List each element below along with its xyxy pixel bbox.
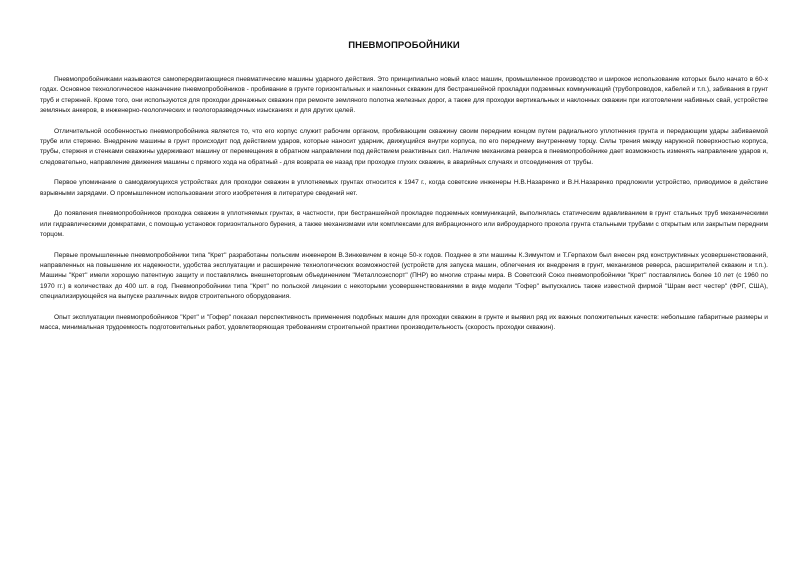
document-title: ПНЕВМОПРОБОЙНИКИ [348,40,460,51]
paragraph-before-pneumatic: До появления пневмопробойников проходка скважин в уплотняемых грунтах, в частности, при бестраншейной прокладке подземных коммуникаций, выполнялась статическим вдавливанием в грунт стальных труб механическими или гидравлическими домкратами, с помощью установок горизонтального бурения, а также механизмами или комплексами для вибрационного или виброударного прокола грунта стальными трубами с открытым или закрытым передним торцом. [40,210,768,239]
paragraph-experience: Опыт эксплуатации пневмопробойников "Крет" и "Гофер" показал перспективность применения подобных машин для проходки скважин в грунте и выявил ряд их важных положительных качеств: небольшие габаритные размеры и масса, минимальная трудоемкость подготовительных работ, удовлетворяющая требованиям строительной практики производительность (скорость проходки скважин). [40,313,768,332]
paragraph-first-mention: Первое упоминание о самодвижущихся устройствах для проходки скважин в уплотняемых грунтах относится к 1947 г., когда советские инженеры Н.В.Назаренко и В.Н.Назаренко предложили устройство, приводимое в действие взрывными зарядами. О промышленном использовании этого изобретения в литературе сведений нет. [40,179,768,197]
paragraph-first-industrial: Первые промышленные пневмопробойники типа "Крет" разработаны польским инженером В.Зинкевичем в конце 50-х годов. Позднее в эти машины К.Зимунтом и Т.Герпахом был внесен ряд конструктивных усовершенствований, направленных на повышение их надежности, удобства эксплуатации и расширение технологических возможностей (устройств для запуска машин, облегчения их внедрения в грунт, механизмов реверса, расширителей скважин и т.п.). Машины "Крет" имели хорошую патентную защиту и поставлялись внешнеторговым объединением "Металлоэкспорт" (ПНР) во многие страны мира. В Советский Союз пневмопробойники "Крет" поставлялись более 10 лет (с 1960 по 1970 гг.) в количествах до 400 шт. в год. Пневмопробойники типа "Крет" по польской лицензии с некоторыми усовершенствованиями в виде модели "Гофер" выпускались также известной фирмой "Шрам вест честер" (ФРГ, США), специализирующейся на выпуске различных видов строительного оборудования. [40,251,768,301]
paragraph-definition: Пневмопробойниками называются самопередвигающиеся пневматические машины ударного действия. Это принципиально новый класс машин, промышленное производство и широкое использование которых было начато в 60-х годах. Основное технологическое назначение пневмопробойников - пробивание в грунте горизонтальных и наклонных скважин для бестраншейной прокладки подземных коммуникаций (трубопроводов, кабелей и т.п.), забивания в грунт труб и стержней. Кроме того, они используются для проходки дренажных скважин при ремонте земляного полотна железных дорог, а также для проходки вертикальных и наклонных скважин при изготовлении набивных свай, устройстве земляных анкеров, в инженерно-геологических и геологоразведочных изысканиях и для других целей. [40,76,768,114]
paragraph-features: Отличительной особенностью пневмопробойника является то, что его корпус служит рабочим органом, пробивающим скважину своим передним концом путем радиального уплотнения грунта и передающим удары забиваемой трубе или стержню. Внедрение машины в грунт происходит под действием ударов, которые наносит ударник, движущийся внутри корпуса, по его переднему внутреннему торцу. Силы трения между наружной поверхностью корпуса, трубы, стержня и стенками скважины удерживают машину от перемещения в обратном направлении под действием реактивных сил. Наличие механизма реверса в пневмопробойнике дает возможность изменять направление ударов и, следовательно, направление движения машины с прямого хода на обратный - для возврата ее назад при проходке глухих скважин, в аварийных случаях и отсоединения от трубы. [40,127,768,166]
document-page [40,40,768,344]
